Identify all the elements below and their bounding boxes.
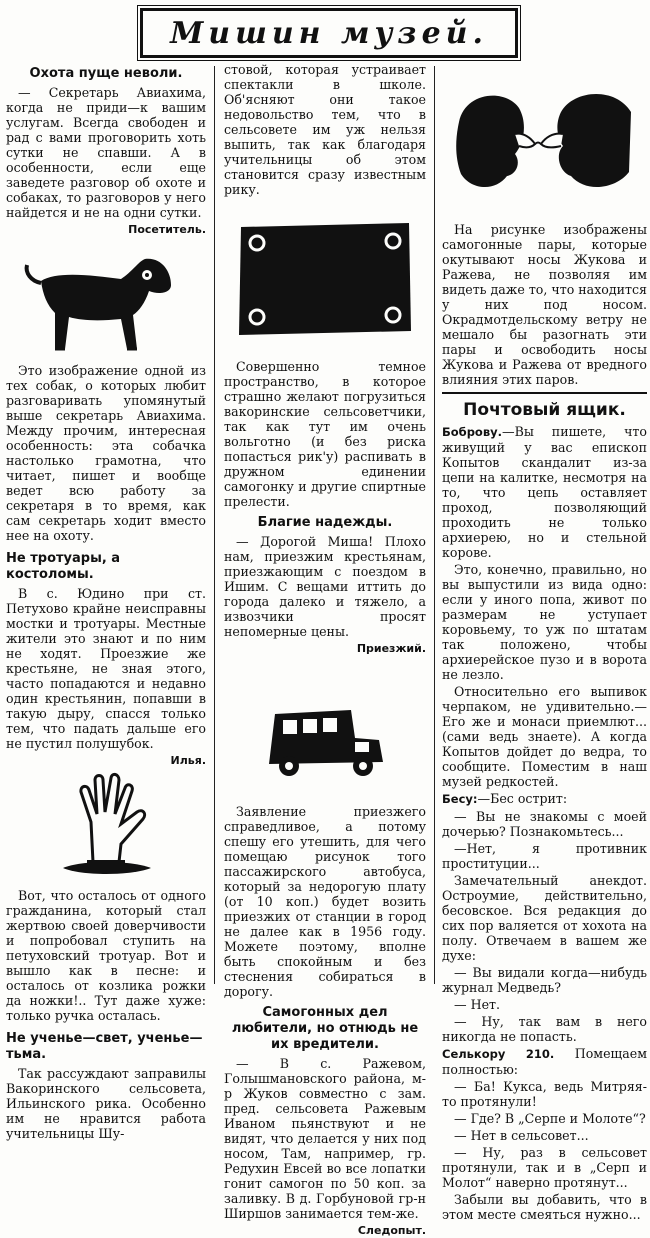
caption-text: Вот, что осталось от одного гражданина, который стал жертвою своей доверчивости и попробовал ступить на петуховский тротуар. Вот и вышло как в песне: и осталось от козлика рожки да ножки!.. Тут даже хуже: только ручка осталась. (6, 888, 206, 1023)
dog-drawing (21, 241, 191, 359)
mail-reply (442, 791, 647, 807)
article-title: Охота пуще неволи. (29, 66, 183, 81)
mail-text: Относительно его выпивок черпаком, не удивительно.—Его же и монаси приемлют...(сами ведь знаете). А когда Копытов дойдет до ведра, то сообщите. Поместим в наш музей редкостей. (442, 684, 647, 789)
mail-text: — Где? В „Серпе и Молоте“? (454, 1111, 646, 1126)
section-divider (442, 392, 647, 394)
article-title: Не тротуары, а костоломы. (6, 551, 121, 582)
article-signature: Следопыт. (357, 1224, 426, 1237)
mail-reply (442, 424, 647, 560)
mail-text: — Ну, так вам в него никогда не попасть. (442, 1014, 647, 1044)
article-text: Так рассуждают заправилы Вакоринского сельсовета, Ильинского рика. Особенно им не нравится работа учительницы Шу- (6, 1066, 206, 1141)
mail-text: — Ну, раз в сельсовет протянули, так и в „Серп и Молот“ наверно протянут... (442, 1145, 647, 1190)
kissing-couple-drawing (455, 82, 635, 212)
article-title: Самогонных дел любители, но отнюдь не их вредители. (231, 1005, 419, 1052)
article-text: — Дорогой Миша! Плохо нам, приезжим крестьянам, приезжающим с поездом в Ишим. С вещами иттить до города далеко и тяжело, а извозчики просят непомерные цены. (224, 534, 426, 639)
mail-text: —Бес острит: (477, 791, 568, 806)
article-text: — В с. Ражевом, Голышмановского района, м-р Жуков совместно с зам. пред. сельсовета Ражевым Иваном пьянствуют и не видят, что делается у них под носом, Там, например, гр. Редухин Евсей во все лопатки гонит самогон по 50 коп. за заливку. В д. Горбуновой гр-н Ширшов занимается тем-же. (224, 1056, 426, 1221)
mail-text: — Вы видали когда—нибудь журнал Медведь? (442, 965, 647, 995)
mail-text: —Вы пишете, что живущий у вас епископ Копытов скандалит из-за цепи на калитке, несмотря на то, что цепь оставляет проход, позволяющий проходить не только архиерею, но и стельной корове. (442, 424, 647, 560)
caption-text: Совершенно темное пространство, в которое страшно желают погрузиться вакоринские сельсоветчики, так как тут им очень вольготно (и без риска попасться рик'у) распивать в дружном единении самогонку и другие спиртные прелести. (224, 359, 426, 509)
column-2 (224, 62, 426, 1238)
column-divider (434, 66, 435, 984)
mail-recipient: Боброву. (442, 425, 502, 439)
section-header (140, 8, 518, 58)
caption-text: Заявление приезжего справедливое, а потому спешу его утешить, для чего помещаю рисунок того пассажирского автобуса, который за недорогую плату (от 10 коп.) будет возить приезжих от станции в город не далее как в 1956 году. Можете поэтому, вполне быть спокойным и без стеснения собираться в дорогу. (224, 804, 426, 999)
article-text: — Секретарь Авиахима, когда не приди—к вашим услугам. Всегда свободен и рад с вами проговорить хоть сутки не спавши. А в особенности, если еще заведете разговор об охоте и собаках, то разговоров у него найдется и не на одни сутки. (6, 85, 206, 220)
mail-text: —Нет, я противник проституции... (442, 841, 647, 871)
mail-text: Это, конечно, правильно, но вы выпустили из вида одно: если у иного попа, живот по размерам не уступает коровьему, то уж по штатам так положено, чтобы архиерейское пузо и в ворота не лезло. (442, 562, 647, 682)
mail-text: — Нет. (454, 997, 501, 1012)
mail-text: Замечательный анекдот. Остроумие, действительно, бесовское. Вся редакция до сих пор валяется от хохота на полу. Отвечаем в вашем же духе: (442, 873, 647, 963)
article-signature: Посетитель. (128, 223, 206, 236)
column-divider (214, 66, 215, 984)
mail-recipient: Селькору 210. (442, 1047, 555, 1061)
article-signature: Илья. (170, 754, 206, 767)
dark-space-drawing (235, 219, 415, 339)
caption-text: На рисунке изображены самогонные пары, которые окутывают носы Жукова и Ражева, не позволяя им видеть даже то, что находится у них под носом. Окрадмотдельскому ветру не мешало бы разогнать эти пары и освободить носы Жукова и Ражева от вредного влияния этих паров. (442, 222, 647, 387)
mailbox-title: Почтовый ящик. (463, 400, 626, 420)
mail-text: — Нет в сельсовет... (454, 1128, 589, 1143)
hand-drawing (51, 772, 161, 884)
mail-recipient: Бесу: (442, 792, 478, 806)
caption-text: Это изображение одной из тех собак, о которых любит разговаривать упомянутый выше секретарь Авиахима. Между прочим, интересная особенность: эта собачка настолько грамотна, что читает, пишет и вообще ведет всю работу за секретаря в то время, как сам секретарь ходит вместо нее на охоту. (6, 363, 206, 543)
article-title: Благие надежды. (257, 515, 393, 530)
article-signature: Приезжий. (356, 642, 426, 655)
mail-text: Помещаем полностью: (442, 1046, 647, 1077)
column-3 (442, 62, 647, 1224)
mail-text: Забыли вы добавить, что в этом месте смеяться нужно... (442, 1192, 647, 1222)
mail-text: — Вы не знакомы с моей дочерью? Познакомьтесь... (442, 809, 647, 839)
mail-reply (442, 1046, 647, 1077)
article-text: стовой, которая устраивает спектакли в школе. Об'ясняют они такое недовольство тем, что в сельсовете им уж нельзя выпить, так как благодаря учительницы об этом становится сразу известным рику. (224, 62, 426, 197)
mail-text: — Ба! Кукса, ведь Митряя-то протянули! (442, 1079, 647, 1109)
article-text: В с. Юдино при ст. Петуховo крайне неисправны мостки и тротуары. Местные жители это знают и по ним не ходят. Проезжие же крестьяне, не зная этого, часто попадаются и недавно один крестьянин, попавши в такую дыру, спасся только тем, что падать дальше его не пустил полушубок. (6, 586, 206, 751)
bus-drawing (255, 686, 395, 782)
section-title: Мишин музей. (170, 15, 488, 51)
column-1 (6, 62, 206, 1143)
article-title: Не ученье—свет, ученье—тьма. (6, 1031, 203, 1062)
